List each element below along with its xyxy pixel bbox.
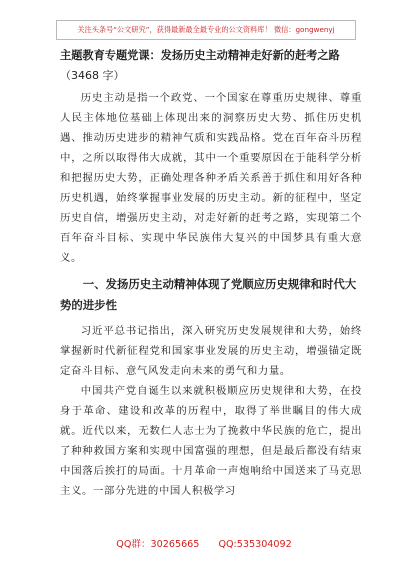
- qq-text: QQ:535304092: [218, 539, 292, 550]
- section-paragraph: 中国共产党自诞生以来就积极顺应历史规律和大势，在投身于革命、建设和改革的历程中，取得了举世瞩目的伟大成就。近代以来，无数仁人志士为了挽救中华民族的危亡，提出了种种救国方案和实现中国富强的理想，但是最后都没有结束中国落后挨打的局面。十月革命一声炮响给中国送来了马克思主义。一部分先进的中国人积极学习: [60, 385, 362, 497]
- section-heading: 一、发扬历史主动精神体现了党顺应历史规律和时代大势的进步性: [60, 277, 357, 312]
- header-banner: 关注头条号“公文研究”，获得最新最全最专业的公文资料库！ 微信：gongwenyj: [56, 20, 356, 40]
- document-body: [60, 46, 362, 501]
- word-count: （3468 字）: [60, 69, 125, 82]
- footer-contact: [0, 536, 408, 550]
- document-title: 主题教育专题党课：发扬历史主动精神走好新的赶考之路: [60, 49, 340, 62]
- intro-paragraph: 历史主动是指一个政党、一个国家在尊重历史规律、尊重人民主体地位基础上体现出来的洞察历史大势、抓住历史机遇、推动历史进步的精神气质和实践品格。党在百年奋斗历程中，之所以取得伟大成就，其中一个重要原因在于能科学分析和把握历史大势，正确处理各种矛盾关系善于抓住和用好各种历史机遇，始终掌握事业发展的历史主动。新的征程中，坚定历史自信，增强历史主动，对走好新的赶考之路，实现第二个百年奋斗目标、实现中华民族伟大复兴的中国梦具有重大意义。: [60, 92, 362, 264]
- section-paragraph: 习近平总书记指出，深入研究历史发展规律和大势，始终掌握新时代新征程党和国家事业发展的历史主动，增强锚定既定奋斗目标、意气风发走向未来的勇气和力量。: [60, 325, 362, 377]
- qq-group-text: QQ群：30265665: [116, 539, 200, 550]
